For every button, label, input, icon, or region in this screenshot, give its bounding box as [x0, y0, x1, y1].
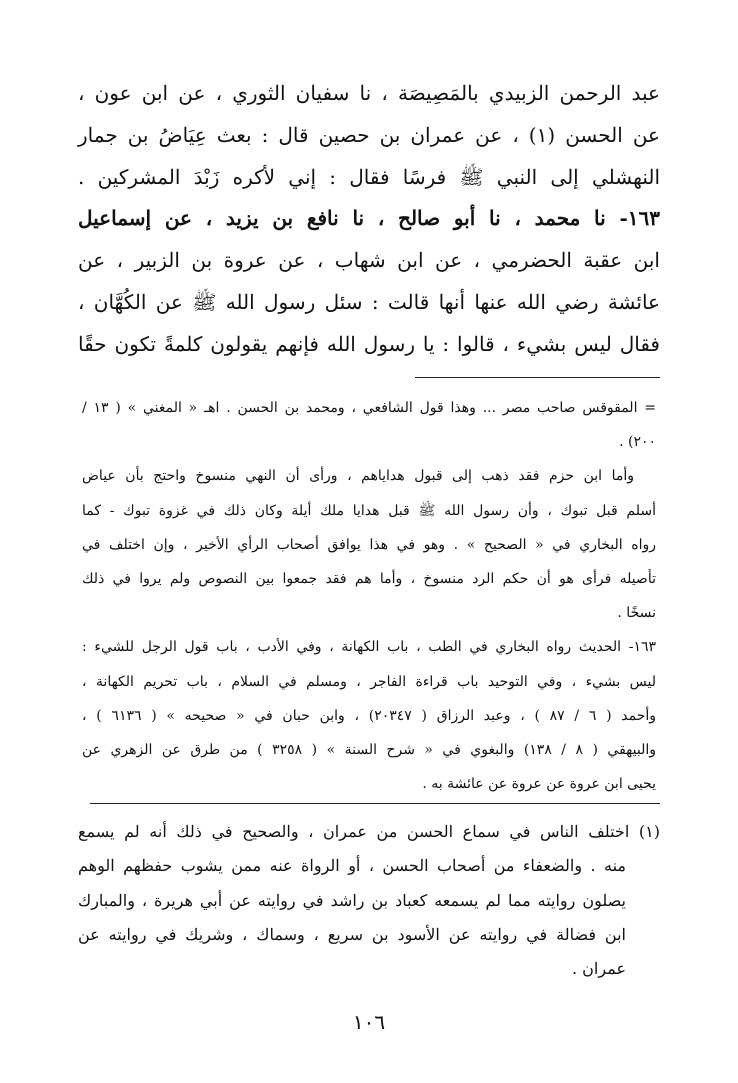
takhrij-line: ١٦٣- الحديث رواه البخاري في الطب ، باب الكهانة ، وفي الأدب ، باب قول الرجل للشيء : [82, 639, 656, 656]
takhrij-line: وأحمد ( ٦ / ٨٧ ) ، وعبد الرزاق ( ٢٠٣٤٧) ، وابن حبان في « صحيحه » ( ٦١٣٦ ) ، [82, 707, 657, 724]
editor-notes [82, 391, 656, 801]
footnote-line: يصلون روايته مما لم يسمعه كعباد بن راشد في روايته عن أبي هريرة ، والمبارك [78, 890, 626, 910]
text-line: النهشلي إلى النبي ﷺ فرسًا فقال : إني لأكره زَبْدَ المشركين . [78, 165, 660, 189]
footnote-line: منه . والضعفاء من أصحاب الحسن ، أو الرواة عنه ممن يشوب حفظهم الوهم [78, 856, 626, 876]
notes-separator [415, 377, 660, 378]
main-text [78, 72, 660, 198]
hadith-line: فقال ليس بشيء ، قالوا : يا رسول الله فإنهم يقولون كلمةً تكون حقًا [78, 332, 660, 356]
note-line: رواه البخاري في « الصحيح » . وهو في هذا يوافق أصحاب الرأي الأخير ، وإن اختلف في [82, 536, 656, 553]
footnote-line: عمران . [572, 959, 626, 979]
note-line: نسخًا . [617, 605, 656, 622]
footnote-line: ابن فضالة في روايته عن الأسود بن سريع ، وسماك ، وشريك في روايته عن [78, 924, 626, 944]
note-line: ٢٠٠) . [619, 434, 656, 451]
takhrij-line: ليس بشيء ، وفي التوحيد باب قراءة الفاجر ، ومسلم في السلام ، باب تحريم الكهانة ، [82, 673, 656, 690]
takhrij-line: والبيهقي ( ٨ / ١٣٨) والبغوي في « شرح السنة » ( ٣٢٥٨ ) من طرق عن الزهري عن [82, 742, 656, 759]
text-line: عبد الرحمن الزبيدي بالمَصِيصَة ، نا سفيان الثوري ، عن ابن عون ، [78, 81, 660, 105]
takhrij-line: يحيى ابن عروة عن عروة عن عائشة به . [422, 776, 656, 793]
hadith-line: ١٦٣- نا محمد ، نا أبو صالح ، نا نافع بن يزيد ، عن إسماعيل [78, 206, 660, 230]
note-line: = المقوقس صاحب مصر ... وهذا قول الشافعي ، ومحمد بن الحسن . اهـ « المغني » ( ١٣ / [82, 400, 656, 416]
text-line: عن الحسن (١) ، عن عمران بن حصين قال : بعث عِيَاضُ بن جمار [78, 123, 660, 147]
hadith-line: ابن عقبة الحضرمي ، عن ابن شهاب ، عن عروة بن الزبير ، عن [78, 248, 660, 272]
note-line: وأما ابن حزم فقد ذهب إلى قبول هداياهم ، ورأى أن النهي منسوخ واحتج بأن عياض [82, 468, 634, 485]
page-number: ١٠٦ [352, 1010, 386, 1034]
footnote [78, 815, 660, 986]
hadith-163 [78, 197, 660, 365]
footnote-separator [90, 803, 660, 804]
footnote-line: (١) اختلف الناس في سماع الحسن من عمران ، والصحيح في ذلك أنه لم يسمع [78, 822, 660, 841]
note-line: تأصيله فرأى هو أن حكم الرد منسوخ ، وأما هم فقد جمعوا بين النصوص ولم يروا في ذلك [82, 571, 656, 588]
note-line: أسلم قبل تبوك ، وأن رسول الله ﷺ قبل هدايا ملك أيلة وكان ذلك في غزوة تبوك - كما [82, 502, 656, 519]
hadith-line: عائشة رضي الله عنها أنها قالت : سئل رسول الله ﷺ عن الكُهَّان ، [78, 290, 660, 314]
